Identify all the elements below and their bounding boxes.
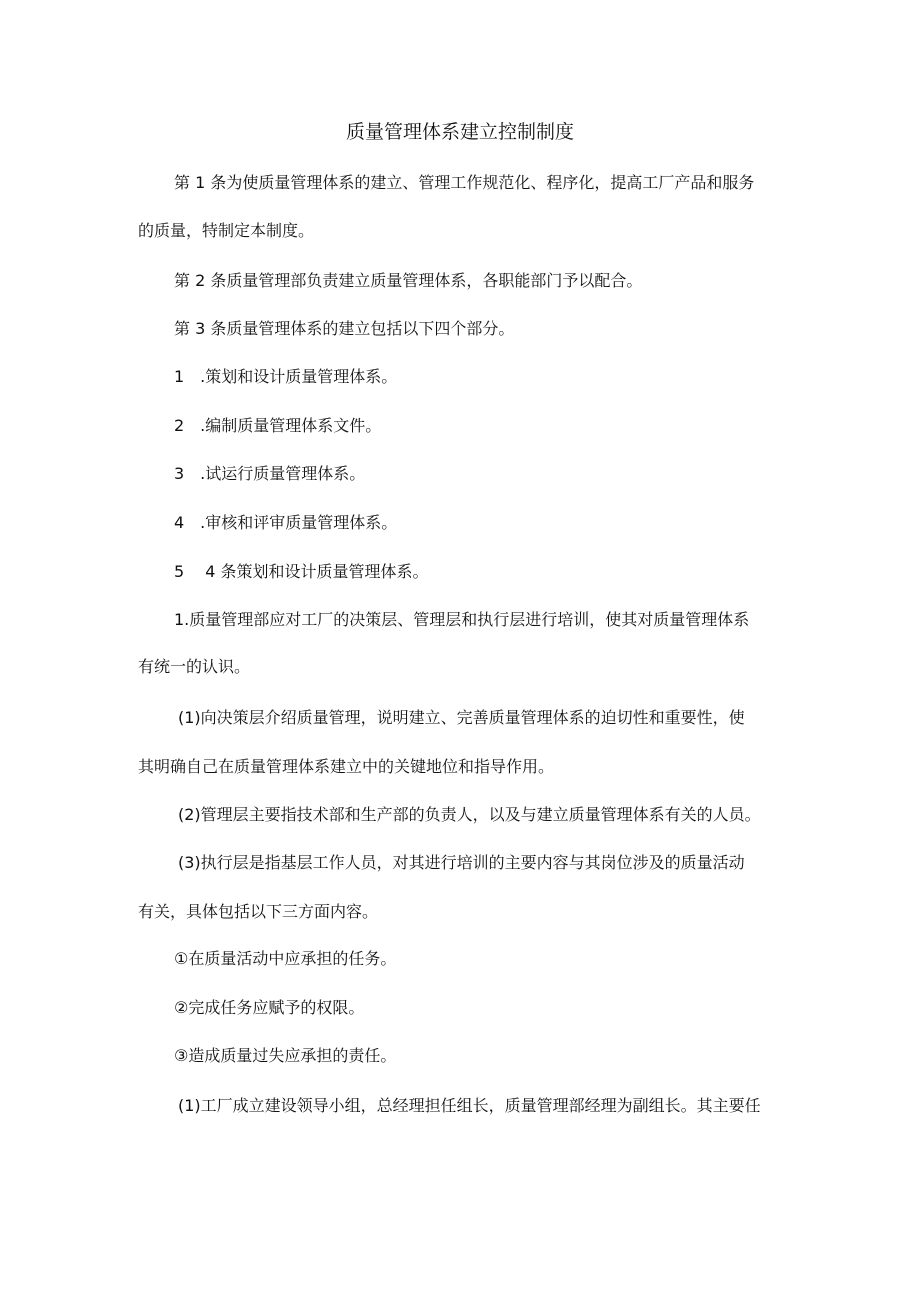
paragraph-line: 第 2 条质量管理部负责建立质量管理体系，各职能部门予以配合。 <box>174 271 643 290</box>
list-item: 1 .策划和设计质量管理体系。 <box>174 367 398 386</box>
list-item: 2 .编制质量管理体系文件。 <box>174 416 382 435</box>
list-item: ③造成质量过失应承担的责任。 <box>174 1046 397 1065</box>
list-item: ①在质量活动中应承担的任务。 <box>174 949 397 968</box>
paragraph-line: 的质量，特制定本制度。 <box>138 221 315 240</box>
paragraph-line: 第 1 条为使质量管理体系的建立、管理工作规范化、程序化，提高工厂产品和服务 <box>174 173 755 192</box>
list-item: 3 .试运行质量管理体系。 <box>174 464 366 483</box>
list-item: 4 .审核和评审质量管理体系。 <box>174 513 398 532</box>
list-item: 5 4 条策划和设计质量管理体系。 <box>174 562 429 581</box>
paragraph-line: (3)执行层是指基层工作人员，对其进行培训的主要内容与其岗位涉及的质量活动 <box>178 853 745 872</box>
document-title: 质量管理体系建立控制制度 <box>345 121 574 143</box>
paragraph-line: (1)工厂成立建设领导小组，总经理担任组长，质量管理部经理为副组长。其主要任 <box>178 1096 761 1115</box>
paragraph-line: 1.质量管理部应对工厂的决策层、管理层和执行层进行培训，使其对质量管理体系 <box>174 610 750 629</box>
paragraph-line: 有统一的认识。 <box>138 657 251 676</box>
paragraph-line: (1)向决策层介绍质量管理，说明建立、完善质量管理体系的迫切性和重要性，使 <box>178 708 745 727</box>
list-item: ②完成任务应赋予的权限。 <box>174 998 365 1017</box>
paragraph-line: (2)管理层主要指技术部和生产部的负责人，以及与建立质量管理体系有关的人员。 <box>178 805 761 824</box>
paragraph-line: 有关，具体包括以下三方面内容。 <box>138 902 379 921</box>
paragraph-line: 第 3 条质量管理体系的建立包括以下四个部分。 <box>174 319 515 338</box>
paragraph-line: 其明确自己在质量管理体系建立中的关键地位和指导作用。 <box>138 757 555 776</box>
